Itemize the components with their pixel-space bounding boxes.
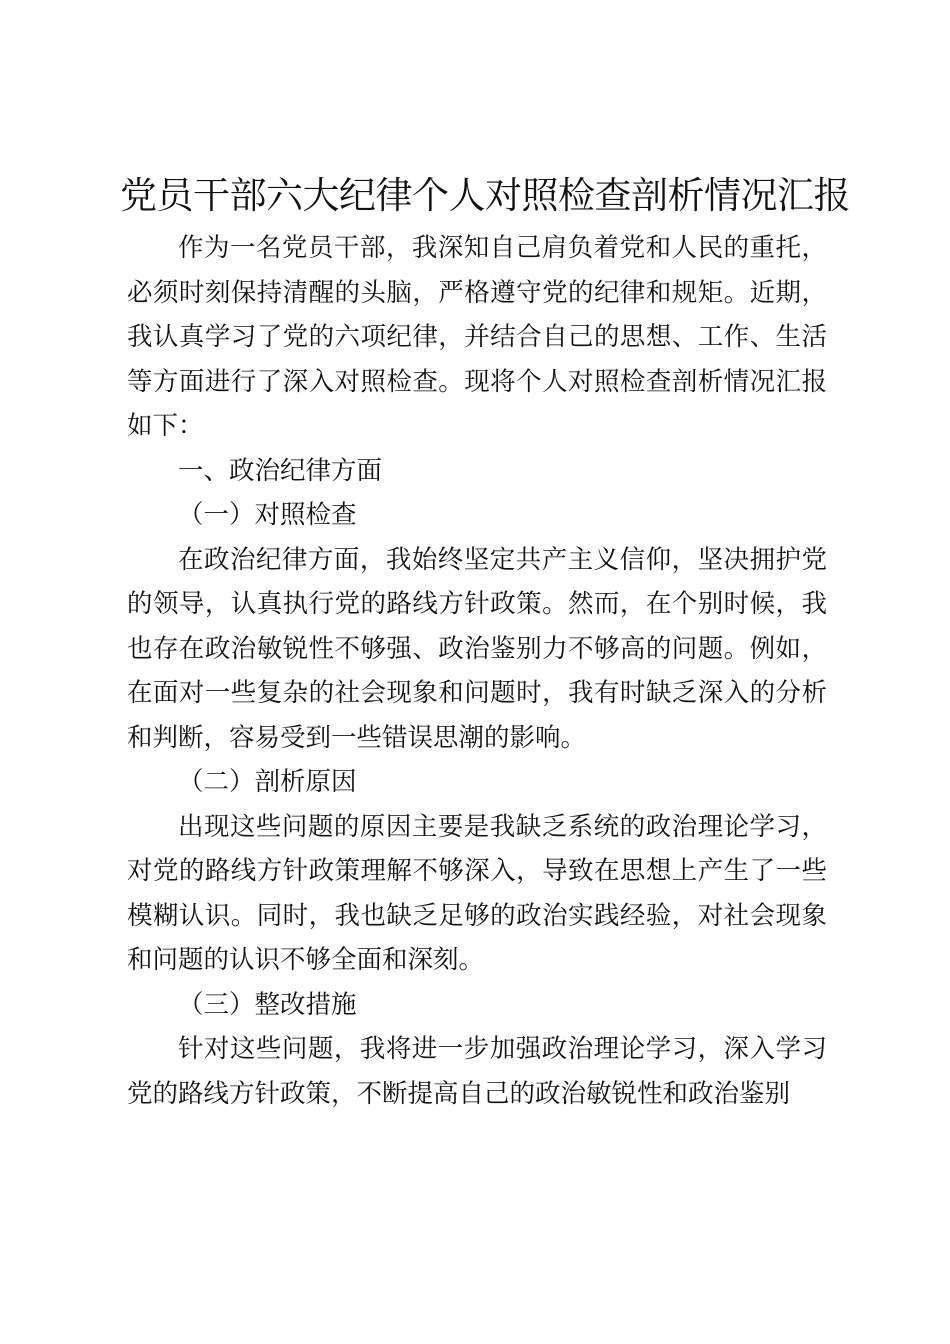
intro-paragraph: 作为一名党员干部，我深知自己肩负着党和人民的重托，必须时刻保持清醒的头脑，严格遵守党的纪律和规矩。近期，我认真学习了党的六项纪律，并结合自己的思想、工作、生活等方面进行了深入对照检查。现将个人对照检查剖析情况汇报如下： [127, 233, 827, 441]
rectification-paragraph: 针对这些问题，我将进一步加强政治理论学习，深入学习党的路线方针政策，不断提高自己的政治敏锐性和政治鉴别 [127, 1034, 827, 1109]
document-title: 党员干部六大纪律个人对照检查剖析情况汇报 [120, 174, 850, 217]
subsection-heading-check: （一）对照检查 [178, 500, 357, 530]
analysis-paragraph: 出现这些问题的原因主要是我缺乏系统的政治理论学习，对党的路线方针政策理解不够深入，导致在思想上产生了一些模糊认识。同时，我也缺乏足够的政治实践经验，对社会现象和问题的认识不够全面和深刻。 [127, 811, 827, 975]
check-paragraph: 在政治纪律方面，我始终坚定共产主义信仰，坚决拥护党的领导，认真执行党的路线方针政策。然而，在个别时候，我也存在政治敏锐性不够强、政治鉴别力不够高的问题。例如，在面对一些复杂的社会现象和问题时，我有时缺乏深入的分析和判断，容易受到一些错误思潮的影响。 [127, 544, 827, 753]
subsection-heading-analysis: （二）剖析原因 [178, 767, 357, 797]
subsection-heading-rectification: （三）整改措施 [178, 989, 357, 1020]
section-heading-political-discipline: 一、政治纪律方面 [178, 455, 383, 486]
document-body [127, 226, 827, 1116]
